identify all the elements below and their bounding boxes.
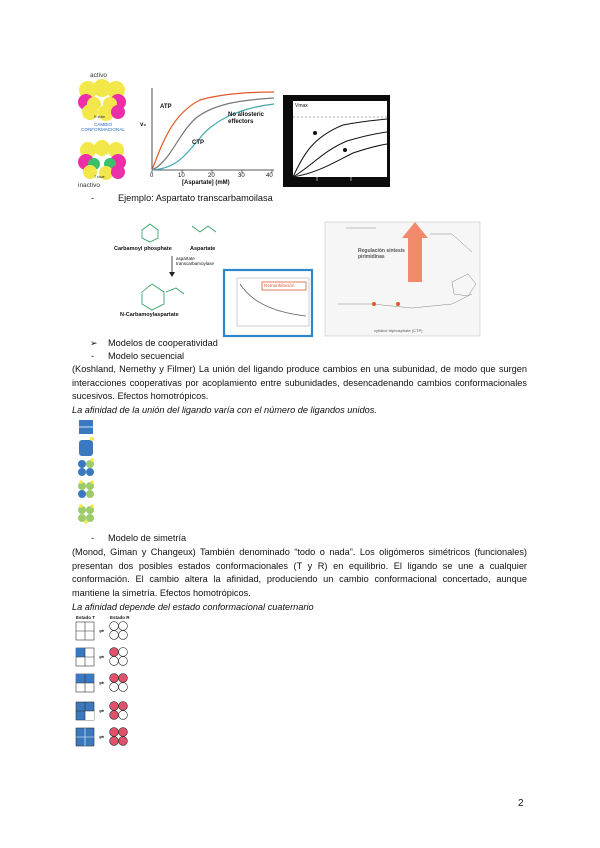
symmetry-model-illustration [72, 614, 138, 752]
kinetics-ylabel: v₀ [140, 122, 147, 128]
pathway-illustration [112, 212, 482, 338]
svg-text:⇌: ⇌ [99, 681, 105, 687]
sequential-italic: La afinidad de la unión del ligando varía con el número de ligandos unidos. [72, 405, 377, 415]
aspartate-label: Aspartate [190, 246, 216, 252]
kinetics-xlabel: [Aspartate] (mM) [182, 180, 230, 186]
symmetry-body: (Monod, Giman y Changeux) También denominado “todo o nada”. Los oligómeros simétricos (funcionales) presentan dos posibles estados conformacionales (T y R) en equilibrio. El ligando se une a cualquier conformación. El cambio altera la afinidad, produciendo un cambio conformacional concertado, aunque mantiene la simetría. Efectos homotrópicos. [72, 547, 527, 598]
example-bullet: - [91, 193, 95, 203]
ctp-label: cytidine triphosphate (CTP) [374, 328, 423, 333]
label-t-state: T state [94, 175, 105, 179]
sequential-model-figure [76, 418, 98, 530]
label-change: CAMBIO CONFORMACIONAL [81, 122, 125, 132]
svg-text:⇌: ⇌ [99, 735, 105, 741]
regulation-label: Regulación síntesis pirimidinas [358, 248, 405, 260]
enzyme-illustration [72, 72, 134, 192]
sequential-title: Modelo secuencial [108, 351, 185, 361]
page-number: 2 [518, 798, 524, 809]
symmetry-model-figure [72, 614, 138, 752]
svg-text:⇌: ⇌ [99, 629, 105, 635]
enzyme-figure [72, 72, 134, 192]
carbamoyl-label: Carbamoyl phosphate [114, 246, 172, 252]
section-heading: Modelos de cooperatividad [108, 338, 218, 348]
product-label: N-Carbamoylaspartate [120, 312, 179, 318]
svg-text:⇌: ⇌ [99, 655, 105, 661]
enzyme-label: aspartate transcarbamoylase [176, 256, 215, 266]
tick-0: 0 [150, 173, 154, 179]
label-inactive: inactivo [78, 182, 101, 189]
symmetry-bullet: - [91, 533, 95, 543]
vmax-label: Vmax [295, 103, 308, 109]
state-t-label: Estado T [76, 615, 96, 620]
tick-40: 40 [266, 173, 273, 179]
example-label: Ejemplo: Aspartato transcarbamoilasa [118, 193, 273, 203]
curve-ctp-label: CTP [192, 140, 204, 146]
sequential-model-illustration [76, 418, 98, 530]
svg-text:⇌: ⇌ [99, 709, 105, 715]
sequential-bullet: - [91, 351, 95, 361]
feedback-label: Retroinhibición [264, 283, 295, 288]
symmetry-title: Modelo de simetría [108, 533, 187, 543]
tick-10: 10 [178, 173, 185, 179]
label-active: activo [90, 72, 107, 79]
curve-none-label: No allosteric effectors [228, 112, 265, 125]
tick-20: 20 [208, 173, 215, 179]
sequential-body: (Koshland, Nemethy y Filmer) La unión del ligando produce cambios en una subunidad, de modo que surgen interacciones cooperativas por acoplamiento entre subunidades, desencadenando cambios conformacionales sucesivos. Efectos homotrópicos. [72, 364, 527, 402]
symmetry-italic: La afinidad depende del estado conformacional cuaternario [72, 602, 314, 612]
kinetics-graph [140, 84, 278, 188]
pathway-figure [112, 212, 482, 338]
state-r-label: Estado R [110, 615, 130, 620]
vmax-graph [283, 95, 390, 187]
curve-atp-label: ATP [160, 104, 172, 110]
tick-30: 30 [238, 173, 245, 179]
section-arrow-icon: ➢ [90, 338, 98, 348]
label-r-state: R state [94, 115, 106, 119]
